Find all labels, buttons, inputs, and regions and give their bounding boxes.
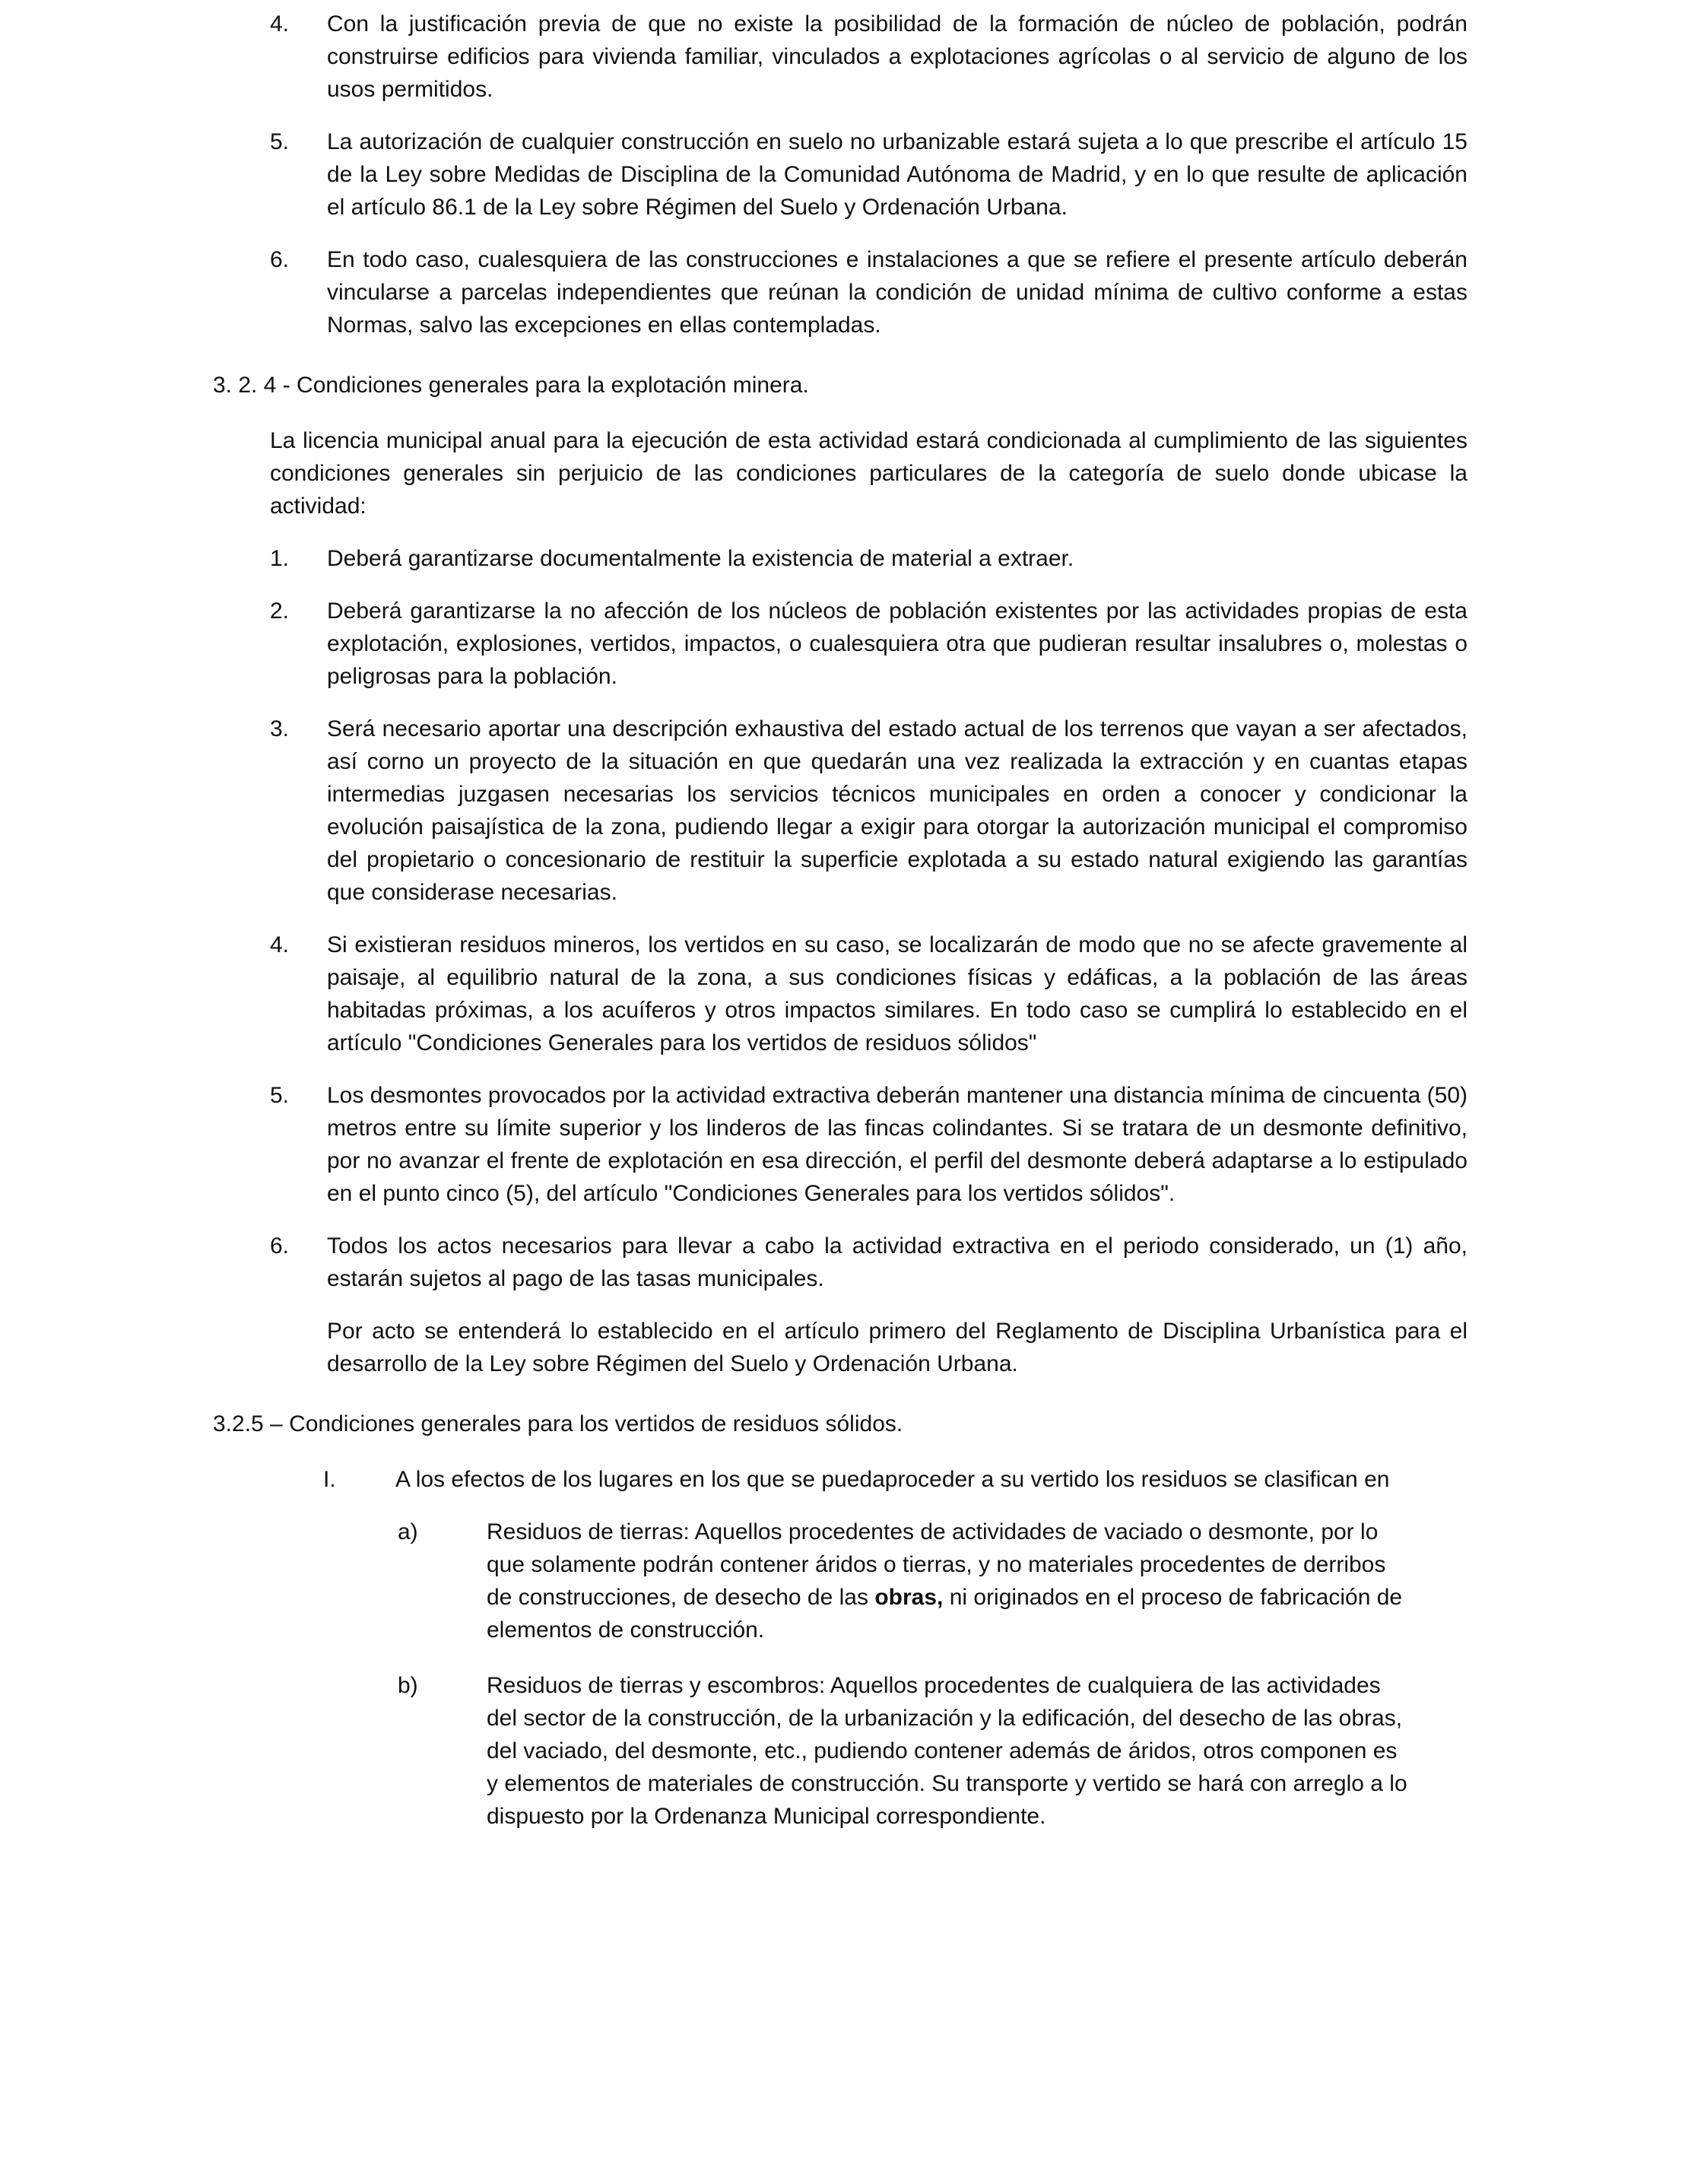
list-item-5 (213, 125, 1467, 224)
item-number: 5. (270, 129, 290, 154)
item-text-after: ni originados en el proceso de fabricación de elementos de construcción. (487, 1585, 1403, 1643)
section-324-closing: Por acto se entenderá lo establecido en el artículo primero del Reglamento de Disciplina Urbanística para el desarrollo de la Ley sobre Régimen del Suelo y Ordenación Urbana. (327, 1319, 1467, 1376)
list-item-6 (213, 243, 1467, 341)
list-item-324-1 (213, 542, 1467, 575)
item-text: Será necesario aportar una descripción exhaustiva del estado actual de los terrenos que vayan a ser afectados, así corno un proyecto de la situación en que quedarán una vez realizada la extracción y en cuantas etapas intermedias juzgasen necesarias los servicios técnicos municipales en orden a conocer y condicionar la evolución paisajística de la zona, pudiendo llegar a exigir para otorgar la autorización municipal el compromiso del propietario o concesionario de restituir la superficie explotada a su estado natural exigiendo las garantías que considerase necesarias. (327, 716, 1467, 905)
section-heading-324: 3. 2. 4 - Condiciones generales para la explotación minera. (213, 373, 809, 398)
list-item-4 (213, 8, 1467, 106)
list-item-324-2 (213, 595, 1467, 693)
item-number: 3. (270, 716, 290, 741)
item-number: a) (398, 1519, 418, 1544)
item-text: La autorización de cualquier construcción en suelo no urbanizable estará sujeta a lo que prescribe el artículo 15 de la Ley sobre Medidas de Disciplina de la Comunidad Autónoma de Madrid, y en lo que resulte de aplicación el artículo 86.1 de la Ley sobre Régimen del Suelo y Ordenación Urbana. (327, 129, 1467, 220)
section-324-intro: La licencia municipal anual para la ejecución de esta actividad estará condicionada al cumplimiento de las siguientes condiciones generales sin perjuicio de las condiciones particulares de la categoría de suelo donde ubicase la actividad: (270, 428, 1467, 519)
item-text: Los desmontes provocados por la actividad extractiva deberán mantener una distancia mínima de cincuenta (50) metros entre su límite superior y los linderos de las fincas colindantes. Si se tratara de un desmonte definitivo, por no avanzar el frente de explotación en esa dirección, el perfil del desmonte deberá adaptarse a lo estipulado en el punto cinco (5), del artículo "Condiciones Generales para los vertidos sólidos". (327, 1083, 1467, 1206)
item-text: Deberá garantizarse la no afección de los núcleos de población existentes por las actividades propias de esta explotación, explosiones, vertidos, impactos, o cualesquiera otra que pudieran resultar insalubres o, molestas o peligrosas para la población. (327, 598, 1467, 689)
list-item-325-b (398, 1669, 1414, 1833)
item-text: Si existieran residuos mineros, los vertidos en su caso, se localizarán de modo que no se afecte gravemente al paisaje, al equilibrio natural de la zona, a sus condiciones físicas y edáficas, a la población de las áreas habitadas próximas, a los acuíferos y otros impactos similares. En todo caso se cumplirá lo establecido en el artículo "Condiciones Generales para los vertidos de residuos sólidos" (327, 932, 1467, 1055)
item-text: Con la justificación previa de que no existe la posibilidad de la formación de núcleo de población, podrán construirse edificios para vivienda familiar, vinculados a explotaciones agrícolas o al servicio de alguno de los usos permitidos. (327, 11, 1467, 102)
item-number: 5. (270, 1083, 290, 1108)
item-number: b) (398, 1673, 418, 1698)
item-text: En todo caso, cualesquiera de las construcciones e instalaciones a que se refiere el presente artículo deberán vincularse a parcelas independientes que reúnan la condición de unidad mínima de cultivo conforme a estas Normas, salvo las excepciones en ellas contempladas. (327, 247, 1467, 338)
item-number: I. (323, 1467, 336, 1492)
item-number: 6. (270, 247, 290, 272)
list-item-324-5 (213, 1079, 1467, 1210)
item-text: Deberá garantizarse documentalmente la existencia de material a extraer. (327, 546, 1074, 571)
item-text-bold: obras, (874, 1585, 944, 1610)
item-text: Residuos de tierras y escombros: Aquellos procedentes de cualquiera de las actividades del sector de la construcción, de la urbanización y la edificación, del desecho de las obras, del vaciado, del desmonte, etc., pudiendo contener además de áridos, otros componen es y elementos de materiales de construcción. Su transporte y vertido se hará con arreglo a lo dispuesto por la Ordenanza Municipal correspondiente. (487, 1673, 1407, 1829)
item-number: 6. (270, 1233, 290, 1259)
list-item-324-3 (213, 713, 1467, 909)
list-item-325-a (398, 1516, 1414, 1646)
item-number: 1. (270, 546, 290, 571)
list-item-325-I (323, 1463, 1414, 1496)
item-text: A los efectos de los lugares en los que se puedaproceder a su vertido los residuos se clasifican en (395, 1467, 1390, 1492)
list-item-324-6 (213, 1230, 1467, 1295)
item-number: 2. (270, 598, 290, 624)
section-heading-325: 3.2.5 – Condiciones generales para los vertidos de residuos sólidos. (213, 1411, 903, 1436)
item-text: Todos los actos necesarios para llevar a cabo la actividad extractiva en el periodo considerado, un (1) año, estarán sujetos al pago de las tasas municipales. (327, 1233, 1467, 1291)
item-text (487, 1516, 1414, 1646)
item-number: 4. (270, 11, 290, 37)
item-text-before: Residuos de tierras: Aquellos procedentes de actividades de vaciado o desmonte, por lo que solamente podrán contener áridos o tierras, y no materiales procedentes de derribos de construcciones, de desecho de las (487, 1519, 1386, 1610)
list-item-324-4 (213, 929, 1467, 1059)
item-number: 4. (270, 932, 290, 957)
